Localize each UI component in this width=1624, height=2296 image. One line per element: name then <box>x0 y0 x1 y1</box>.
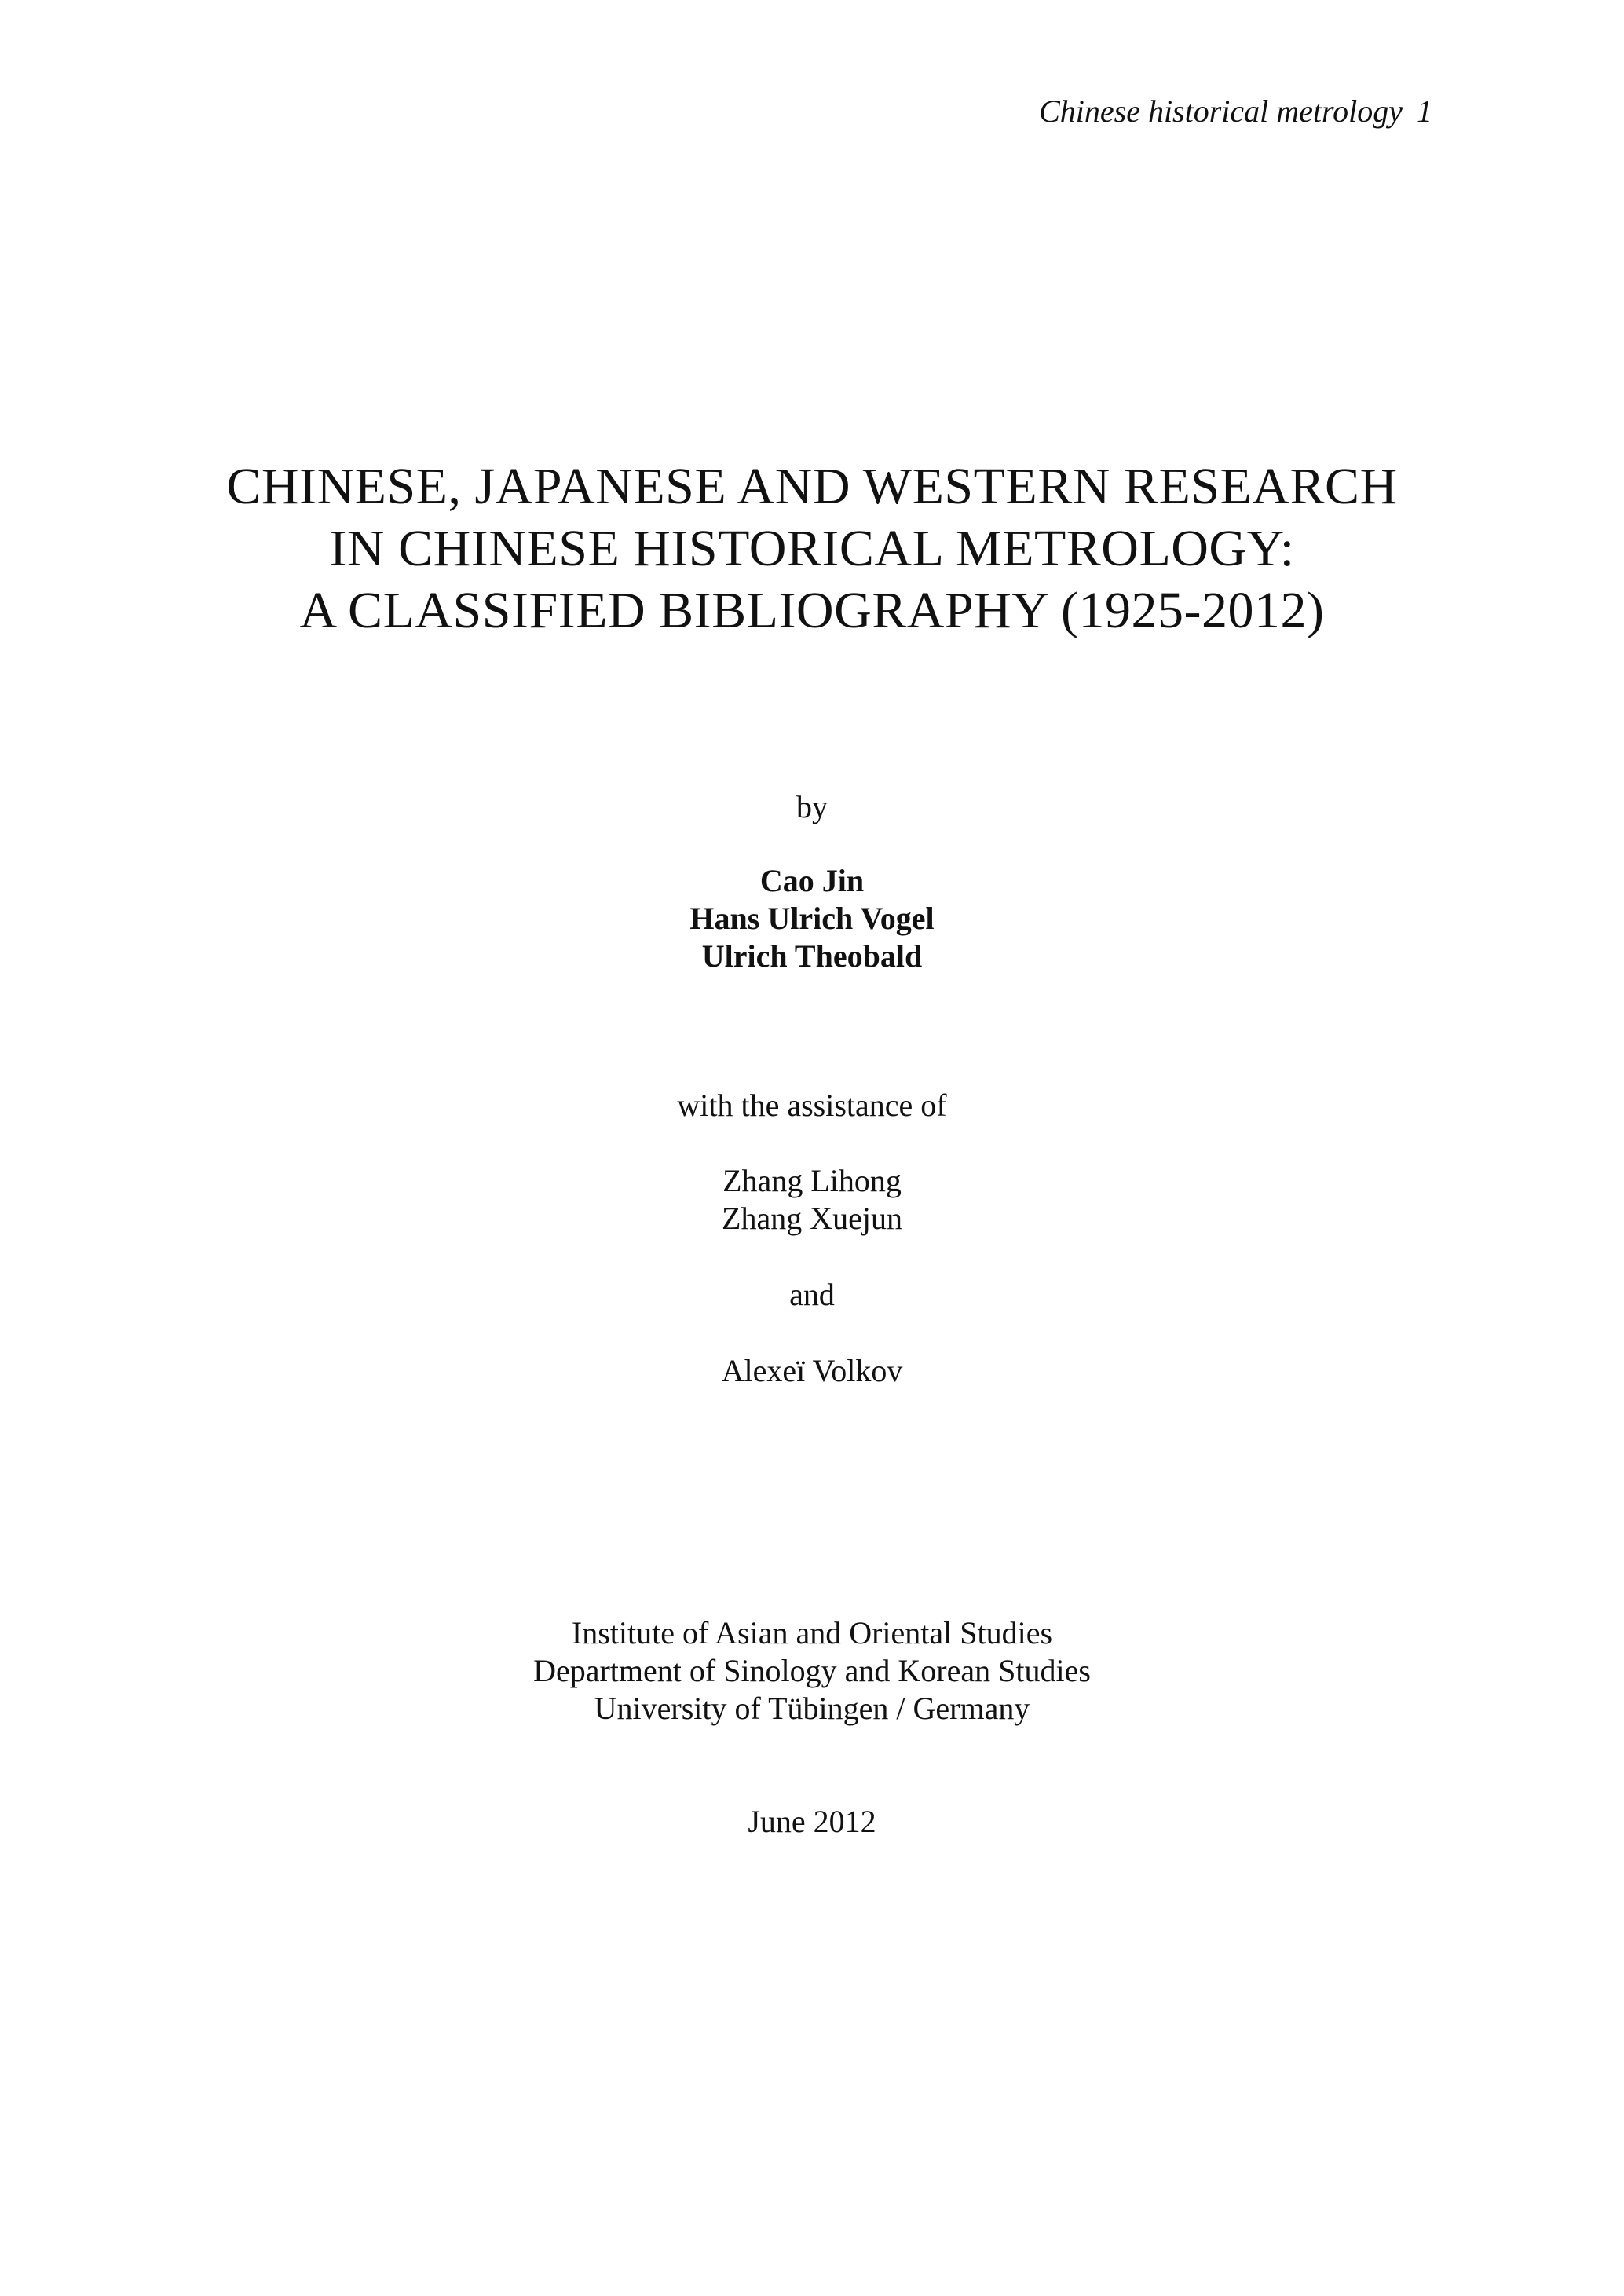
assistance-label: with the assistance of <box>677 1088 947 1123</box>
by-label-block <box>0 788 1624 826</box>
and-label-block <box>0 1276 1624 1314</box>
and-label: and <box>789 1277 835 1312</box>
assistant-name: Zhang Lihong <box>722 1163 902 1198</box>
document-title <box>0 455 1624 642</box>
final-assistant-name: Alexeï Volkov <box>721 1353 903 1388</box>
author-name: Ulrich Theobald <box>701 938 923 974</box>
by-label: by <box>796 789 828 824</box>
assistant-name: Zhang Xuejun <box>722 1201 902 1236</box>
author-name: Hans Ulrich Vogel <box>689 901 935 936</box>
running-header <box>1039 93 1432 130</box>
page-number: 1 <box>1417 93 1432 129</box>
institution-line: University of Tübingen / Germany <box>594 1691 1030 1726</box>
assistant-list <box>0 1162 1624 1238</box>
assistance-label-block <box>0 1087 1624 1124</box>
publication-date: June 2012 <box>748 1804 876 1839</box>
running-title: Chinese historical metrology <box>1039 93 1403 129</box>
title-line-1: CHINESE, JAPANESE AND WESTERN RESEARCH <box>226 458 1398 515</box>
title-line-3: A CLASSIFIED BIBLIOGRAPHY (1925-2012) <box>299 582 1325 639</box>
date-block <box>0 1803 1624 1841</box>
title-line-2: IN CHINESE HISTORICAL METROLOGY: <box>329 520 1295 577</box>
institution-line: Institute of Asian and Oriental Studies <box>571 1615 1053 1651</box>
author-name: Cao Jin <box>759 863 865 898</box>
final-assistant-block <box>0 1352 1624 1390</box>
institution-line: Department of Sinology and Korean Studies <box>533 1653 1091 1688</box>
institution-block <box>0 1614 1624 1727</box>
author-list <box>0 862 1624 975</box>
